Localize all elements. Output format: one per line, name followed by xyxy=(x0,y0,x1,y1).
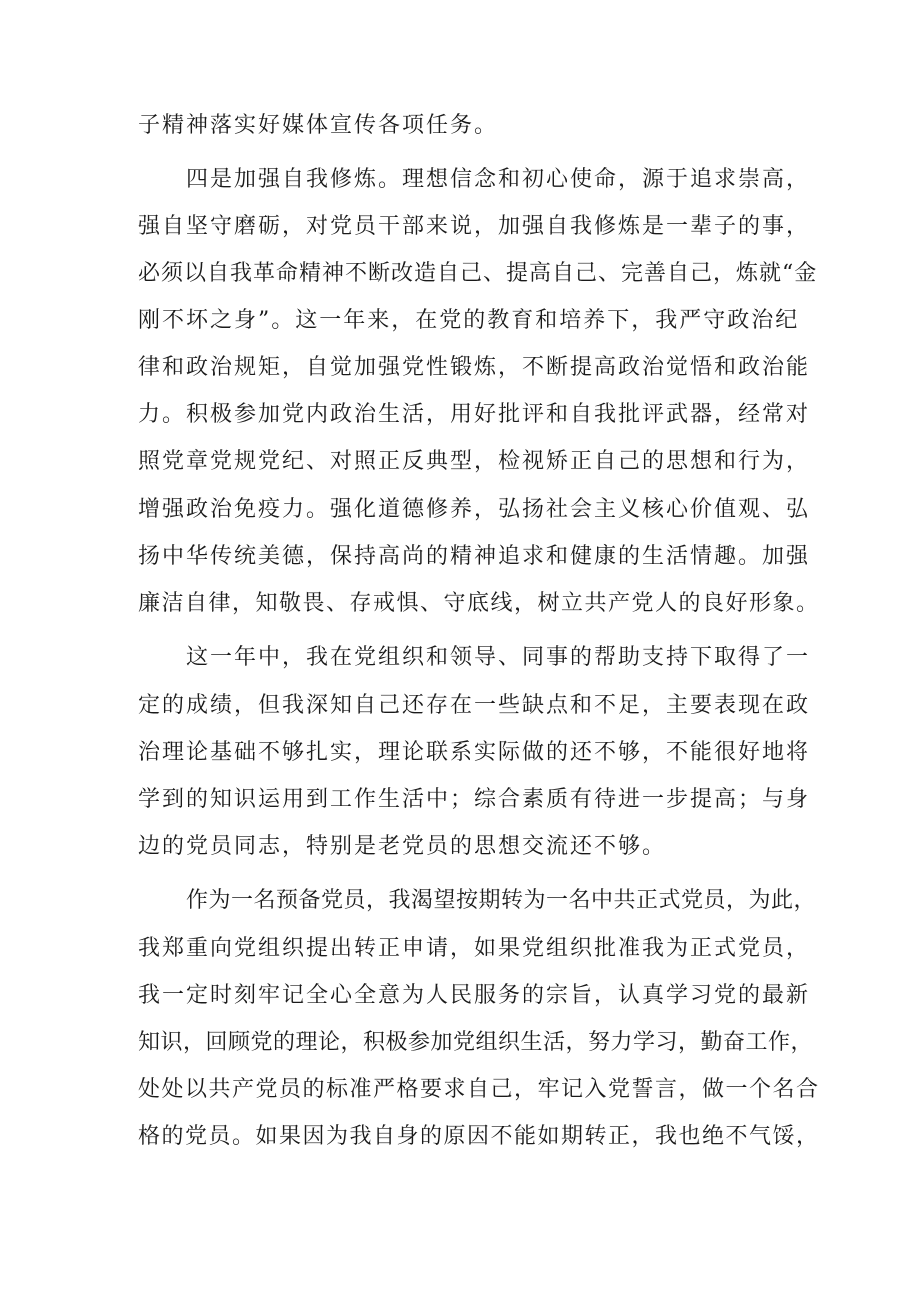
text-line: 我一定时刻牢记全心全意为人民服务的宗旨，认真学习党的最新 xyxy=(138,983,811,1008)
text-line: 学到的知识运用到工作生活中；综合素质有待进一步提高；与身 xyxy=(138,787,811,812)
text-line: 治理论基础不够扎实，理论联系实际做的还不够，不能很好地将 xyxy=(138,740,811,765)
text-line: 必须以自我革命精神不断改造自己、提高自己、完善自己，炼就“金 xyxy=(138,261,818,286)
text-line: 廉洁自律，知敬畏、存戒惧、守底线，树立共产党人的良好形象。 xyxy=(138,591,820,616)
text-line: 边的党员同志，特别是老党员的思想交流还不够。 xyxy=(138,834,667,859)
text-line: 我郑重向党组织提出转正申请，如果党组织批准我为正式党员， xyxy=(138,936,811,961)
text-line: 强自坚守磨砺，对党员干部来说，加强自我修炼是一辈子的事， xyxy=(138,214,811,239)
text-line: 刚不坏之身”。这一年来，在党的教育和培养下，我严守政治纪 xyxy=(138,308,800,333)
text-line: 处处以共产党员的标准严格要求自己，牢记入党誓言，做一个名合 xyxy=(138,1077,820,1102)
text-line: 扬中华传统美德，保持高尚的精神追求和健康的生活情趣。加强 xyxy=(138,544,811,569)
text-line: 定的成绩，但我深知自己还存在一些缺点和不足，主要表现在政 xyxy=(138,693,811,718)
paragraph-first-line: 作为一名预备党员，我渴望按期转为一名中共正式党员，为此， xyxy=(186,888,817,913)
text-line: 照党章党规党纪、对照正反典型，检视矫正自己的思想和行为， xyxy=(138,449,811,474)
text-line: 知识，回顾党的理论，积极参加党组织生活，努力学习，勤奋工作， xyxy=(138,1030,814,1055)
text-line: 律和政治规矩，自觉加强党性锻炼，不断提高政治觉悟和政治能 xyxy=(138,355,811,380)
text-line: 力。积极参加党内政治生活，用好批评和自我批评武器，经常对 xyxy=(138,402,811,427)
text-line: 增强政治免疫力。强化道德修养，弘扬社会主义核心价值观、弘 xyxy=(138,497,811,522)
text-line: 子精神落实好媒体宣传各项任务。 xyxy=(138,113,499,138)
paragraph-first-line: 四是加强自我修炼。理想信念和初心使命，源于追求崇高， xyxy=(186,167,811,192)
text-line: 格的党员。如果因为我自身的原因不能如期转正，我也绝不气馁， xyxy=(138,1124,820,1149)
paragraph-first-line: 这一年中，我在党组织和领导、同事的帮助支持下取得了一 xyxy=(186,645,811,670)
